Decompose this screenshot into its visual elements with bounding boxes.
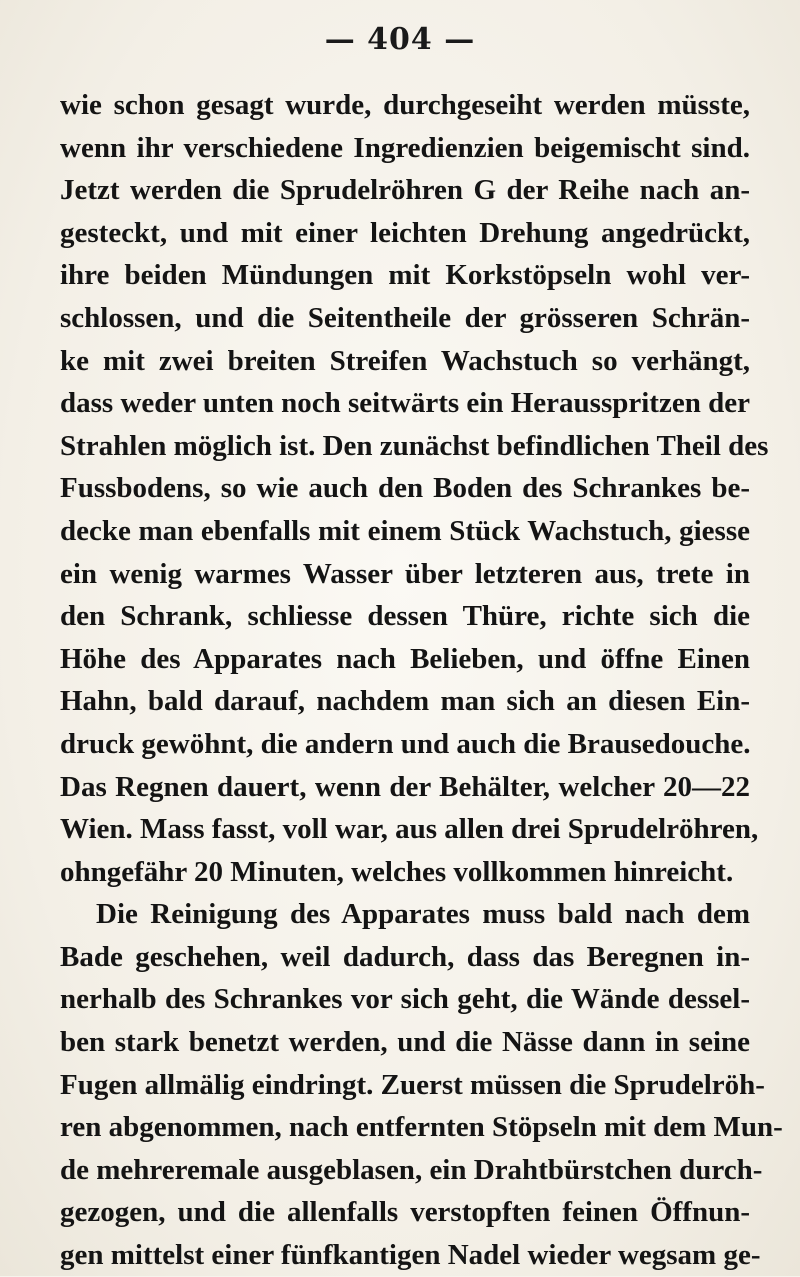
text-line: nerhalb des Schrankes vor sich geht, die Wände dessel- bbox=[60, 983, 750, 1016]
text-line: Fugen allmälig eindringt. Zuerst müssen die Sprudelröh- bbox=[60, 1068, 765, 1101]
text-line: Strahlen möglich ist. Den zunächst befindlichen Theil des bbox=[60, 429, 769, 462]
text-line: ein wenig warmes Wasser über letzteren aus, trete in bbox=[60, 557, 750, 590]
text-line: druck gewöhnt, die andern und auch die Brausedouche. bbox=[60, 727, 751, 760]
text-line: ben stark benetzt werden, und die Nässe dann in seine bbox=[60, 1026, 750, 1059]
text-line: Fussbodens, so wie auch den Boden des Schrankes be- bbox=[60, 472, 750, 505]
text-line: Die Reinigung des Apparates muss bald nach dem bbox=[96, 898, 750, 931]
text-line: ihre beiden Mündungen mit Korkstöpseln wohl ver- bbox=[60, 259, 750, 292]
text-line: ke mit zwei breiten Streifen Wachstuch so verhängt, bbox=[60, 344, 750, 377]
page-number: — 404 — bbox=[324, 22, 476, 57]
text-line: den Schrank, schliesse dessen Thüre, richte sich die bbox=[60, 600, 750, 633]
text-line: Wien. Mass fasst, voll war, aus allen drei Sprudelröhren, bbox=[60, 813, 759, 846]
text-line: Jetzt werden die Sprudelröhren G der Reihe nach an- bbox=[60, 174, 750, 207]
text-line: ohngefähr 20 Minuten, welches vollkommen hinreicht. bbox=[60, 855, 734, 888]
body-text bbox=[60, 84, 783, 1277]
text-line: ren abgenommen, nach entfernten Stöpseln mit dem Mun- bbox=[60, 1111, 783, 1144]
text-line: Bade geschehen, weil dadurch, dass das Beregnen in- bbox=[60, 940, 750, 973]
text-line: gen mittelst einer fünfkantigen Nadel wieder wegsam ge- bbox=[60, 1239, 761, 1272]
text-line: dass weder unten noch seitwärts ein Herausspritzen der bbox=[60, 387, 750, 420]
text-line: gesteckt, und mit einer leichten Drehung angedrückt, bbox=[60, 216, 750, 249]
text-line: Hahn, bald darauf, nachdem man sich an diesen Ein- bbox=[60, 685, 750, 718]
text-line: Höhe des Apparates nach Belieben, und öffne Einen bbox=[60, 642, 750, 675]
text-line: decke man ebenfalls mit einem Stück Wachstuch, giesse bbox=[60, 514, 750, 547]
text-line: schlossen, und die Seitentheile der grösseren Schrän- bbox=[60, 301, 750, 334]
text-line: Das Regnen dauert, wenn der Behälter, welcher 20—22 bbox=[60, 770, 750, 803]
text-line: wenn ihr verschiedene Ingredienzien beigemischt sind. bbox=[60, 131, 750, 164]
text-line: wie schon gesagt wurde, durchgeseiht werden müsste, bbox=[60, 89, 750, 121]
text-line: de mehreremale ausgeblasen, ein Drahtbürstchen durch- bbox=[60, 1153, 763, 1186]
text-line: gezogen, und die allenfalls verstopften feinen Öffnun- bbox=[60, 1196, 750, 1229]
